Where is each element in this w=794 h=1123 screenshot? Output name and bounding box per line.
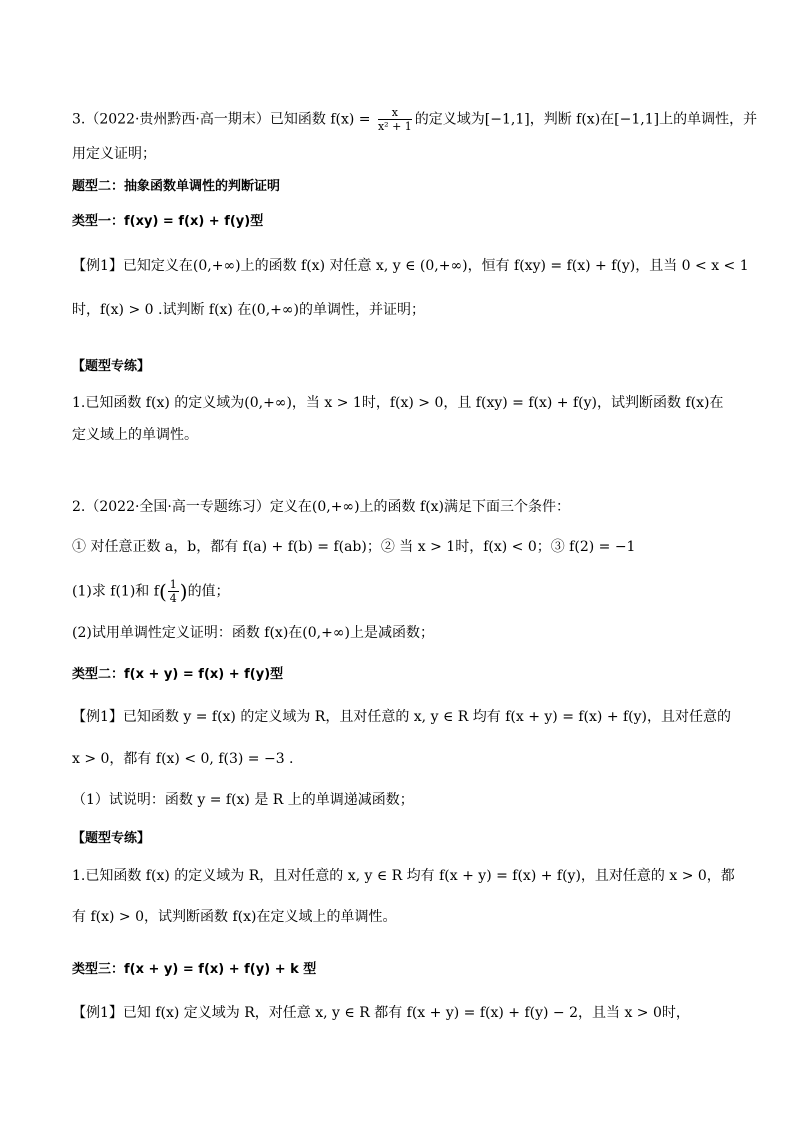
type-2-example-line-1: 【例1】已知函数 y = f(x) 的定义域为 R，且对任意的 x, y ∈ R 均有 f(x + y) = f(x) + f(y)，且对任意的	[72, 709, 732, 725]
type-1-practice-header: 【题型专练】	[72, 359, 151, 374]
right-paren: )	[179, 579, 188, 604]
practice-2-q1-tail: 的值；	[187, 583, 230, 600]
fraction-numerator: x	[378, 106, 412, 120]
problem-3-text-a: 3.（2022·贵州黔西·高一期末）已知函数 f(x) =	[72, 111, 375, 128]
section-2-title: 题型二：抽象函数单调性的判断证明	[72, 179, 281, 194]
type-3-example-line-1: 【例1】已知 f(x) 定义域为 R，对任意 x, y ∈ R 都有 f(x + y) = f(x) + f(y) − 2，且当 x > 0时，	[72, 1005, 690, 1021]
fraction-numerator: 1	[169, 578, 177, 591]
type-1-example-line-2: 时，f(x) > 0 .试判断 f(x) 在(0,+∞)的单调性，并证明；	[72, 302, 426, 318]
fraction-denominator: x² + 1	[377, 120, 412, 133]
problem-3-line-1	[72, 106, 757, 133]
left-paren: (	[158, 579, 167, 604]
type-2-title: 类型二：f(x + y) = f(x) + f(y)型	[72, 667, 284, 682]
type-1-title: 类型一：f(xy) = f(x) + f(y)型	[72, 214, 264, 229]
type-3-title: 类型三：f(x + y) = f(x) + f(y) + k 型	[72, 962, 317, 977]
type-2-example-line-3: （1）试说明：函数 y = f(x) 是 R 上的单调递减函数；	[72, 792, 414, 808]
type-2-example-line-2: x > 0，都有 f(x) < 0, f(3) = −3 .	[72, 751, 294, 767]
fraction-denominator: 4	[169, 592, 177, 605]
quarter-fraction	[168, 578, 179, 605]
problem-3-line-2: 用定义证明；	[72, 146, 156, 162]
type-2-practice-1-line-1: 1.已知函数 f(x) 的定义域为 R，且对任意的 x, y ∈ R 均有 f(x + y) = f(x) + f(y)，且对任意的 x > 0，都	[72, 868, 735, 884]
type-1-practice-1-line-1: 1.已知函数 f(x) 的定义域为(0,+∞)，当 x > 1时，f(x) > 0，且 f(xy) = f(x) + f(y)，试判断函数 f(x)在	[72, 395, 724, 411]
type-2-practice-1-line-2: 有 f(x) > 0，试判断函数 f(x)在定义域上的单调性。	[72, 909, 397, 925]
problem-3-fraction	[378, 106, 412, 133]
type-1-practice-2-line-2: ① 对任意正数 a，b，都有 f(a) + f(b) = f(ab)；② 当 x > 1时，f(x) < 0；③ f(2) = −1	[72, 539, 636, 555]
practice-2-q1-text: (1)求 f(1)和 f	[72, 583, 159, 600]
type-1-practice-1-line-2: 定义域上的单调性。	[72, 427, 198, 443]
problem-3-text-b: 的定义域为[−1,1]，判断 f(x)在[−1,1]上的单调性，并	[414, 111, 758, 128]
type-1-practice-2-line-4: (2)试用单调性定义证明：函数 f(x)在(0,+∞)上是减函数；	[72, 625, 434, 641]
type-2-practice-header: 【题型专练】	[72, 831, 151, 846]
type-1-example-line-1: 【例1】已知定义在(0,+∞)上的函数 f(x) 对任意 x, y ∈ (0,+∞)，恒有 f(xy) = f(x) + f(y)，且当 0 < x < 1	[72, 258, 749, 274]
type-1-practice-2-line-1: 2.（2022·全国·高一专题练习）定义在(0,+∞)上的函数 f(x)满足下面三个条件：	[72, 499, 571, 515]
type-1-practice-2-line-3	[72, 578, 230, 605]
